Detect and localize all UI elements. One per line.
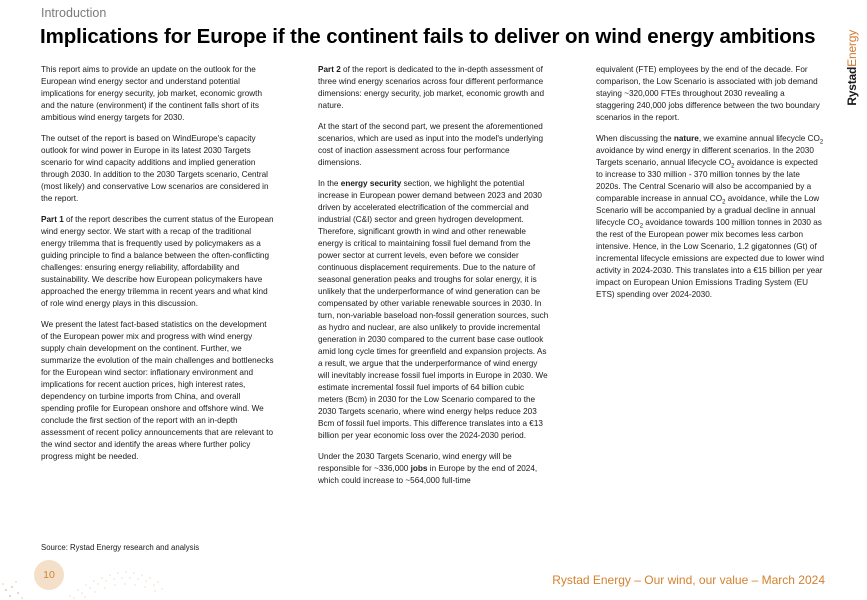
page-title: Implications for Europe if the continent fails to deliver on wind energy ambitions <box>40 25 816 48</box>
paragraph-text: In the <box>318 179 341 188</box>
footer-title: Rystad Energy – Our wind, our value – March 2024 <box>552 573 825 587</box>
paragraph-text: , we examine annual lifecycle CO <box>698 134 820 143</box>
paragraph <box>318 451 551 487</box>
subscript: 2 <box>819 139 824 146</box>
bold-term: Part 2 <box>318 65 341 74</box>
paragraph: This report aims to provide an update on the outlook for the European wind energy sector and understand potential implications for energy security, job market, economic growth and the nature (environment) if the continent falls short of its ambitious wind energy targets for 2030. <box>41 65 262 122</box>
paragraph: At the start of the second part, we present the aforementioned scenarios, which are used as input into the model's underlying cost of inaction assessment across four performance dimensions. <box>318 122 544 167</box>
paragraph-text: of the report is dedicated to the in-depth assessment of three wind energy scenarios across four different performance dimensions: energy security, job market, economic growth and nature. <box>318 65 545 110</box>
bold-term: nature <box>673 134 699 143</box>
paragraph-text: Under the 2030 Targets Scenario, wind energy will be responsible for ~336,000 <box>318 452 512 473</box>
bold-term: Part 1 <box>41 215 64 224</box>
paragraph: equivalent (FTE) employees by the end of the decade. For comparison, the Low Scenario is associated with job demand staying ~320,000 FTEs throughout 2030 revealing a staggering 240,000 jobs difference between the two boundary scenarios in the report. <box>596 65 820 122</box>
text-column-3 <box>596 64 825 310</box>
paragraph <box>596 133 825 301</box>
decorative-dot-pattern <box>0 560 210 600</box>
brand-logo-part2: Energy <box>845 30 859 67</box>
page-number: 10 <box>34 560 64 590</box>
paragraph: We present the latest fact-based statistics on the development of the European power mix and progress with wind energy supply chain development on the continent. Further, we summarize the evolution of the main challenges and bottlenecks for the European wind sector: inflationary environment and implications for recent auction prices, high interest rates, dependency on turbine imports from China, and overall spending profile for European onshore and offshore wind. We conclude the first section of the report with an in-depth assessment of recent policy announcements that are relevant to the wind sector and identify the areas where further policy progress might be needed. <box>41 320 274 461</box>
paragraph <box>318 64 551 112</box>
paragraph-text: in Europe by the end of 2024, which could increase to ~564,000 full-time <box>318 464 538 485</box>
text-column-1 <box>41 64 274 472</box>
paragraph-text: section, we highlight the potential increase in European power demand between 2023 and 2030 driven by accelerated electrification of the commercial and industrial (C&I) sector and green hydrogen development. Therefore, significant growth in wind and other renewable energy is critical to maintaining fossil fuel demand from the power sector at current levels, even before we consider continuous displacement requirements. Due to the nature of seasonal generation peaks and troughs for solar energy, it is unlikely that the underperformance of wind generation can be compensated by other variable renewable sources in 2030. In turn, non-variable baseload non-fossil generation sources, such as hydro and nuclear, are also unlikely to provide incremental generation in 2030 compared to the current base case outlook amid long cycle times for greenfield and expansion projects. As a result, we argue that the underperformance of wind energy will inevitably increase fossil fuel imports in Europe in 2030. We estimate incremental fossil fuel imports of 64 billion cubic meters (Bcm) in 2030 for the Low Scenario compared to the 2030 Targets scenario, where wind energy helps reduce 203 Bcm of fossil fuel imports. This difference translates into a €13 billion per year economic loss over the 2024-2030 period. <box>318 179 549 440</box>
subscript: 2 <box>639 223 644 230</box>
paragraph-text: avoidance is expected to increase to 330 million - 370 million tonnes by the late 2020s. The Central Scenario will also be accompanied by a comparable increase in annual CO <box>596 158 818 203</box>
paragraph-text: When discussing the <box>596 134 674 143</box>
bold-term: energy security <box>340 179 402 188</box>
subscript: 2 <box>731 163 735 170</box>
text-column-2 <box>318 64 551 496</box>
paragraph-text: avoidance towards 100 million tonnes in 2030 as the rest of the European power mix becomes less carbon intensive. Hence, in the Low Scenario, 1.2 gigatonnes (Gt) of incremental lifecycle emissions are expected due to lower wind activity in 2024-2030. This translates into a €15 billion per year impact on European Union Emissions Trading System (EU ETS) spending over 2024-2030. <box>596 218 824 299</box>
brand-logo <box>845 30 859 106</box>
paragraph: The outset of the report is based on WindEurope's capacity outlook for wind power in Europe in its latest 2030 Targets scenario for wind capacity additions and implied generation through 2030. In addition to the 2030 Targets scenario, Central (most likely) and conservative Low scenarios are considered in the report. <box>41 134 269 203</box>
paragraph <box>41 214 274 310</box>
paragraph-text: of the report describes the current status of the European wind energy sector. We start with a recap of the traditional energy trilemma that is frequently used by policymakers as a guiding principle to find a balance between the often-conflicting challenges: ensuring energy reliability, affordability and sustainability. We describe how European policymakers have approached the energy trilemma in recent years and what kind of role wind energy plays in this discussion. <box>41 215 274 308</box>
paragraph-text: avoidance by wind energy in different scenarios. In the 2030 Targets scenario, annual lifecycle CO <box>596 146 814 167</box>
paragraph-text: avoidance, while the Low Scenario will be accompanied by a gradual decline in annual lifecycle CO <box>596 194 820 227</box>
paragraph <box>318 178 551 442</box>
bold-term: jobs <box>410 464 428 473</box>
source-note: Source: Rystad Energy research and analysis <box>41 543 200 552</box>
brand-logo-part1: Rystad <box>845 66 859 106</box>
section-label: Introduction <box>41 6 107 20</box>
subscript: 2 <box>722 199 726 206</box>
